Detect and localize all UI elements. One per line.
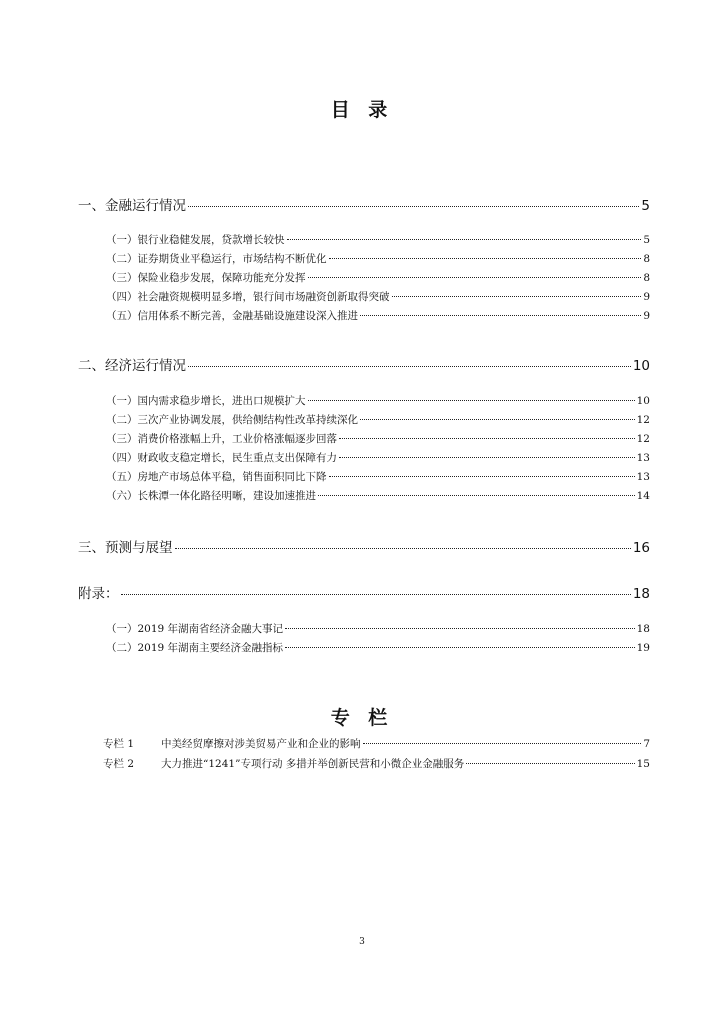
toc-section-label: 一、金融运行情况	[78, 198, 186, 214]
dot-leader	[360, 315, 641, 316]
toc-page-number: 18	[636, 623, 650, 635]
toc-item-label: （二）三次产业协调发展，供给侧结构性改革持续深化	[106, 414, 358, 426]
toc-item-label: （二）证券期货业平稳运行，市场结构不断优化	[106, 253, 327, 265]
dot-leader	[339, 457, 635, 458]
toc-page-number: 10	[636, 395, 650, 407]
dot-leader	[339, 438, 635, 439]
dot-leader	[392, 296, 642, 297]
toc-page-number: 8	[643, 272, 650, 284]
toc-page-number: 12	[636, 414, 650, 426]
dot-leader	[188, 366, 631, 367]
dot-leader	[318, 495, 635, 496]
column-label: 中美经贸摩擦对涉美贸易产业和企业的影响	[161, 738, 361, 750]
toc-page-number: 9	[643, 310, 650, 322]
toc-page-number: 5	[643, 234, 650, 246]
toc-item-2-1[interactable]	[106, 393, 650, 408]
toc-section-label: 二、经济运行情况	[78, 358, 186, 374]
toc-item-2-2[interactable]	[106, 412, 650, 427]
toc-page-number: 14	[636, 490, 650, 502]
toc-item-label: （六）长株潭一体化路径明晰，建设加速推进	[106, 490, 316, 502]
column-entry	[103, 756, 464, 771]
dot-leader	[308, 277, 642, 278]
column-title: 专 栏	[330, 707, 394, 729]
toc-item-2-3[interactable]	[106, 431, 650, 446]
toc-item-appendix-2[interactable]	[106, 640, 650, 655]
dot-leader	[329, 476, 635, 477]
toc-item-2-4[interactable]	[106, 450, 650, 465]
column-entry	[103, 736, 361, 751]
column-label: 大力推进“1241”专项行动 多措并举创新民营和小微企业金融服务	[161, 758, 465, 770]
toc-section-1[interactable]	[78, 194, 650, 214]
toc-page-number: 12	[636, 433, 650, 445]
toc-section-3[interactable]	[78, 536, 650, 556]
toc-item-1-5[interactable]	[106, 308, 650, 323]
toc-item-label: （一）银行业稳健发展，贷款增长较快	[106, 234, 285, 246]
dot-leader	[285, 647, 635, 648]
toc-item-label: （五）信用体系不断完善，金融基础设施建设深入推进	[106, 310, 358, 322]
toc-column-1[interactable]	[103, 736, 650, 751]
toc-page-number: 5	[641, 198, 650, 214]
dot-leader	[466, 763, 634, 764]
toc-page-number: 18	[632, 586, 650, 602]
toc-item-label: （五）房地产市场总体平稳，销售面积同比下降	[106, 471, 327, 483]
dot-leader	[287, 239, 642, 240]
toc-item-label: （一）国内需求稳步增长，进出口规模扩大	[106, 395, 306, 407]
dot-leader	[308, 400, 635, 401]
dot-leader	[175, 548, 631, 549]
dot-leader	[188, 206, 639, 207]
toc-item-label: （三）保险业稳步发展，保障功能充分发挥	[106, 272, 306, 284]
dot-leader	[329, 258, 642, 259]
dot-leader	[363, 743, 642, 744]
toc-item-1-1[interactable]	[106, 232, 650, 247]
toc-title: 目 录	[330, 99, 394, 121]
toc-column-2[interactable]	[103, 756, 650, 771]
toc-page-number: 8	[643, 253, 650, 265]
toc-page-number: 9	[643, 291, 650, 303]
toc-item-label: （一）2019 年湖南省经济金融大事记	[106, 623, 284, 635]
toc-item-2-5[interactable]	[106, 469, 650, 484]
column-tag: 专栏 2	[103, 758, 135, 770]
toc-item-label: （四）社会融资规模明显多增，银行间市场融资创新取得突破	[106, 291, 390, 303]
toc-section-appendix[interactable]	[78, 582, 650, 602]
toc-page-number: 7	[643, 738, 650, 750]
toc-page-number: 16	[632, 540, 650, 556]
toc-page-number: 15	[636, 758, 650, 770]
toc-item-1-3[interactable]	[106, 270, 650, 285]
page-number: 3	[359, 937, 365, 947]
toc-item-1-2[interactable]	[106, 251, 650, 266]
dot-leader	[121, 594, 631, 595]
toc-section-label: 附录：	[78, 586, 119, 602]
toc-page-number: 13	[636, 452, 650, 464]
toc-page-number: 19	[636, 642, 650, 654]
dot-leader	[360, 419, 635, 420]
column-tag: 专栏 1	[103, 738, 135, 750]
toc-item-label: （三）消费价格涨幅上升，工业价格涨幅逐步回落	[106, 433, 337, 445]
dot-leader	[285, 628, 635, 629]
toc-item-1-4[interactable]	[106, 289, 650, 304]
toc-item-2-6[interactable]	[106, 488, 650, 503]
toc-section-2[interactable]	[78, 354, 650, 374]
toc-page-number: 10	[632, 358, 650, 374]
toc-item-label: （二）2019 年湖南主要经济金融指标	[106, 642, 284, 654]
toc-item-label: （四）财政收支稳定增长，民生重点支出保障有力	[106, 452, 337, 464]
toc-page-number: 13	[636, 471, 650, 483]
toc-section-label: 三、预测与展望	[78, 540, 173, 556]
toc-item-appendix-1[interactable]	[106, 621, 650, 636]
